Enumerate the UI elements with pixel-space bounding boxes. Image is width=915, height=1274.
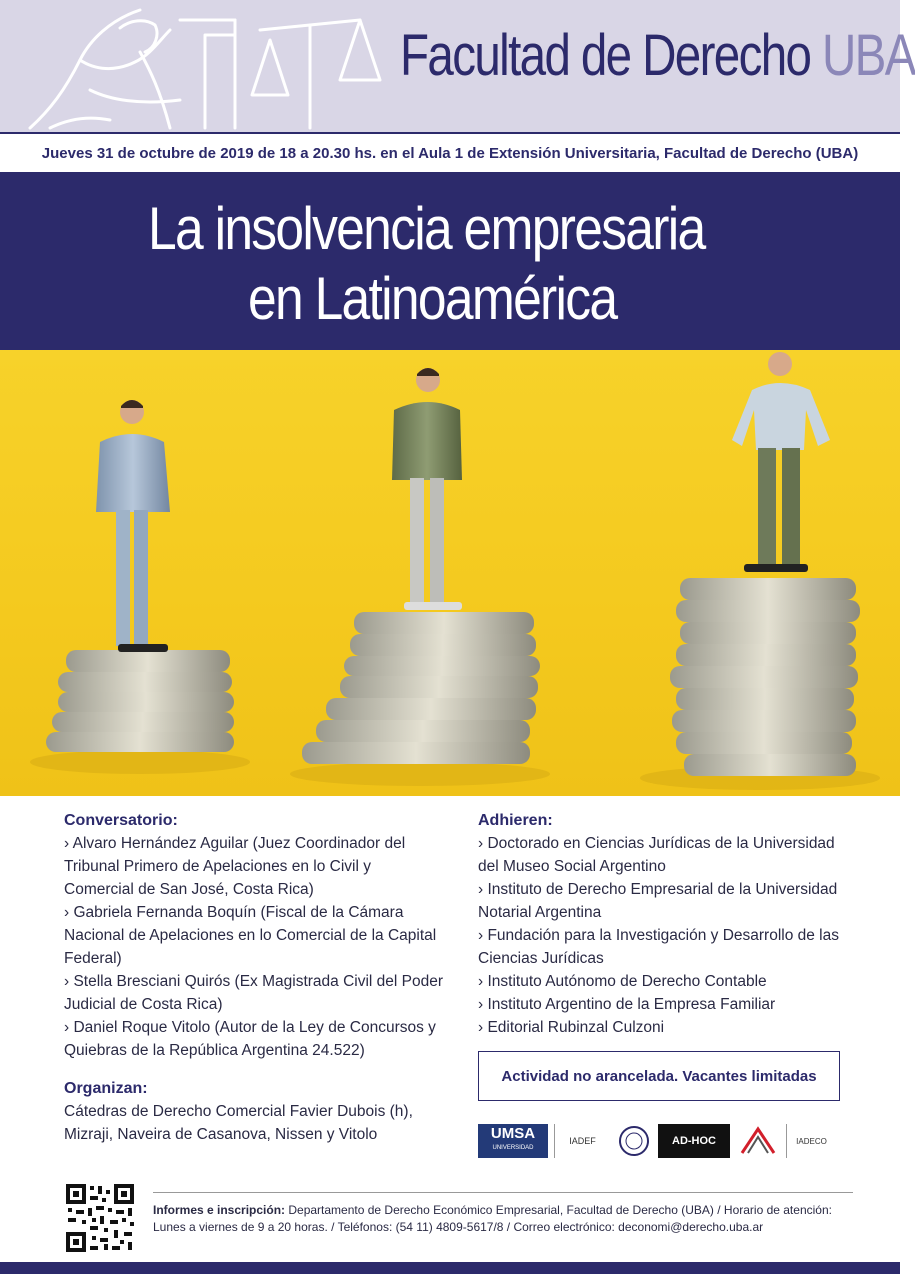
figure-right xyxy=(732,352,830,572)
conversatorio-heading: Conversatorio: xyxy=(64,812,178,829)
umsa-logo xyxy=(478,1124,548,1158)
organizan-text: Cátedras de Derecho Comercial Favier Dubois (h), Mizraji, Naveira de Casanova, Nissen y Vitolo xyxy=(64,1103,413,1143)
figure-middle xyxy=(392,368,462,610)
umsa-logo-text: UMSA xyxy=(490,1125,536,1142)
left-column xyxy=(64,812,444,1146)
adhoc-logo-text: AD-HOC xyxy=(672,1135,716,1147)
organizan-heading: Organizan: xyxy=(64,1080,148,1097)
iadeco-logo xyxy=(786,1124,836,1158)
footer-divider xyxy=(153,1192,853,1193)
una-seal-icon xyxy=(616,1124,652,1158)
faculty-title-uba: UBA xyxy=(821,23,915,88)
coins-figures-photo xyxy=(0,350,900,796)
title-band xyxy=(0,172,900,350)
adherent-item: › Instituto de Derecho Empresarial de la Universidad Notarial Argentina xyxy=(478,881,838,921)
coin-stacks-illustration xyxy=(0,350,900,796)
footer-label: Informes e inscripción: xyxy=(153,1203,286,1217)
adherent-item: › Doctorado en Ciencias Jurídicas de la Universidad del Museo Social Argentino xyxy=(478,835,835,875)
speaker-item: › Alvaro Hernández Aguilar (Juez Coordinador del Tribunal Primero de Apelaciones en lo Civil y Comercial de San José, Costa Rica) xyxy=(64,835,406,898)
iadef-logo-text: IADEF xyxy=(569,1136,596,1146)
justice-illustration-icon xyxy=(20,0,400,132)
adherent-item: › Fundación para la Investigación y Desarrollo de las Ciencias Jurídicas xyxy=(478,927,839,967)
free-activity-banner xyxy=(478,1051,840,1101)
qr-code-icon[interactable] xyxy=(64,1182,136,1254)
bottom-bar xyxy=(0,1262,900,1274)
event-title-line2: en Latinoamérica xyxy=(248,265,617,332)
faculty-title-main: Facultad de Derecho xyxy=(400,23,811,88)
sponsor-logos xyxy=(478,1122,858,1160)
iadeco-logo-text: IADECO xyxy=(796,1136,827,1146)
adherent-item: › Instituto Autónomo de Derecho Contable xyxy=(478,973,767,990)
date-bar xyxy=(0,132,900,172)
adhieren-heading: Adhieren: xyxy=(478,812,553,829)
footer-line1: Departamento de Derecho Económico Empresarial, Facultad de Derecho (UBA) / Horario de atención: xyxy=(285,1203,832,1217)
adherent-item: › Editorial Rubinzal Culzoni xyxy=(478,1019,665,1036)
speaker-item: › Gabriela Fernanda Boquín (Fiscal de la Cámara Nacional de Apelaciones en lo Comercial de la Capital Federal) xyxy=(64,904,437,967)
adhoc-logo xyxy=(658,1124,730,1158)
header xyxy=(0,0,915,132)
iadef-logo xyxy=(554,1124,610,1158)
event-date-line: Jueves 31 de octubre de 2019 de 18 a 20.30 hs. en el Aula 1 de Extensión Universitaria, Facultad de Derecho (UBA) xyxy=(41,144,859,162)
coin-stack-middle xyxy=(302,612,540,764)
foundation-logo-icon xyxy=(736,1124,780,1158)
right-column xyxy=(478,812,858,1039)
coin-stack-right xyxy=(670,578,860,776)
umsa-logo-subtext: UNIVERSIDAD xyxy=(492,1145,534,1151)
free-activity-text: Actividad no arancelada. Vacantes limitadas xyxy=(501,1067,817,1085)
adherent-item: › Instituto Argentino de la Empresa Familiar xyxy=(478,996,776,1013)
footer-line2: Lunes a viernes de 9 a 20 horas. / Teléfonos: (54 11) 4809-5617/8 / Correo electrónico: deconomi@derecho.uba.ar xyxy=(153,1220,764,1234)
footer-info xyxy=(153,1202,853,1236)
speaker-item: › Stella Bresciani Quirós (Ex Magistrada Civil del Poder Judicial de Costa Rica) xyxy=(64,973,444,1013)
faculty-title xyxy=(400,22,915,89)
figure-left xyxy=(96,400,170,652)
coin-stack-left xyxy=(46,650,234,752)
speaker-item: › Daniel Roque Vitolo (Autor de la Ley de Concursos y Quiebras de la República Argentina 24.522) xyxy=(64,1019,436,1059)
event-title-line1: La insolvencia empresaria xyxy=(148,195,705,262)
